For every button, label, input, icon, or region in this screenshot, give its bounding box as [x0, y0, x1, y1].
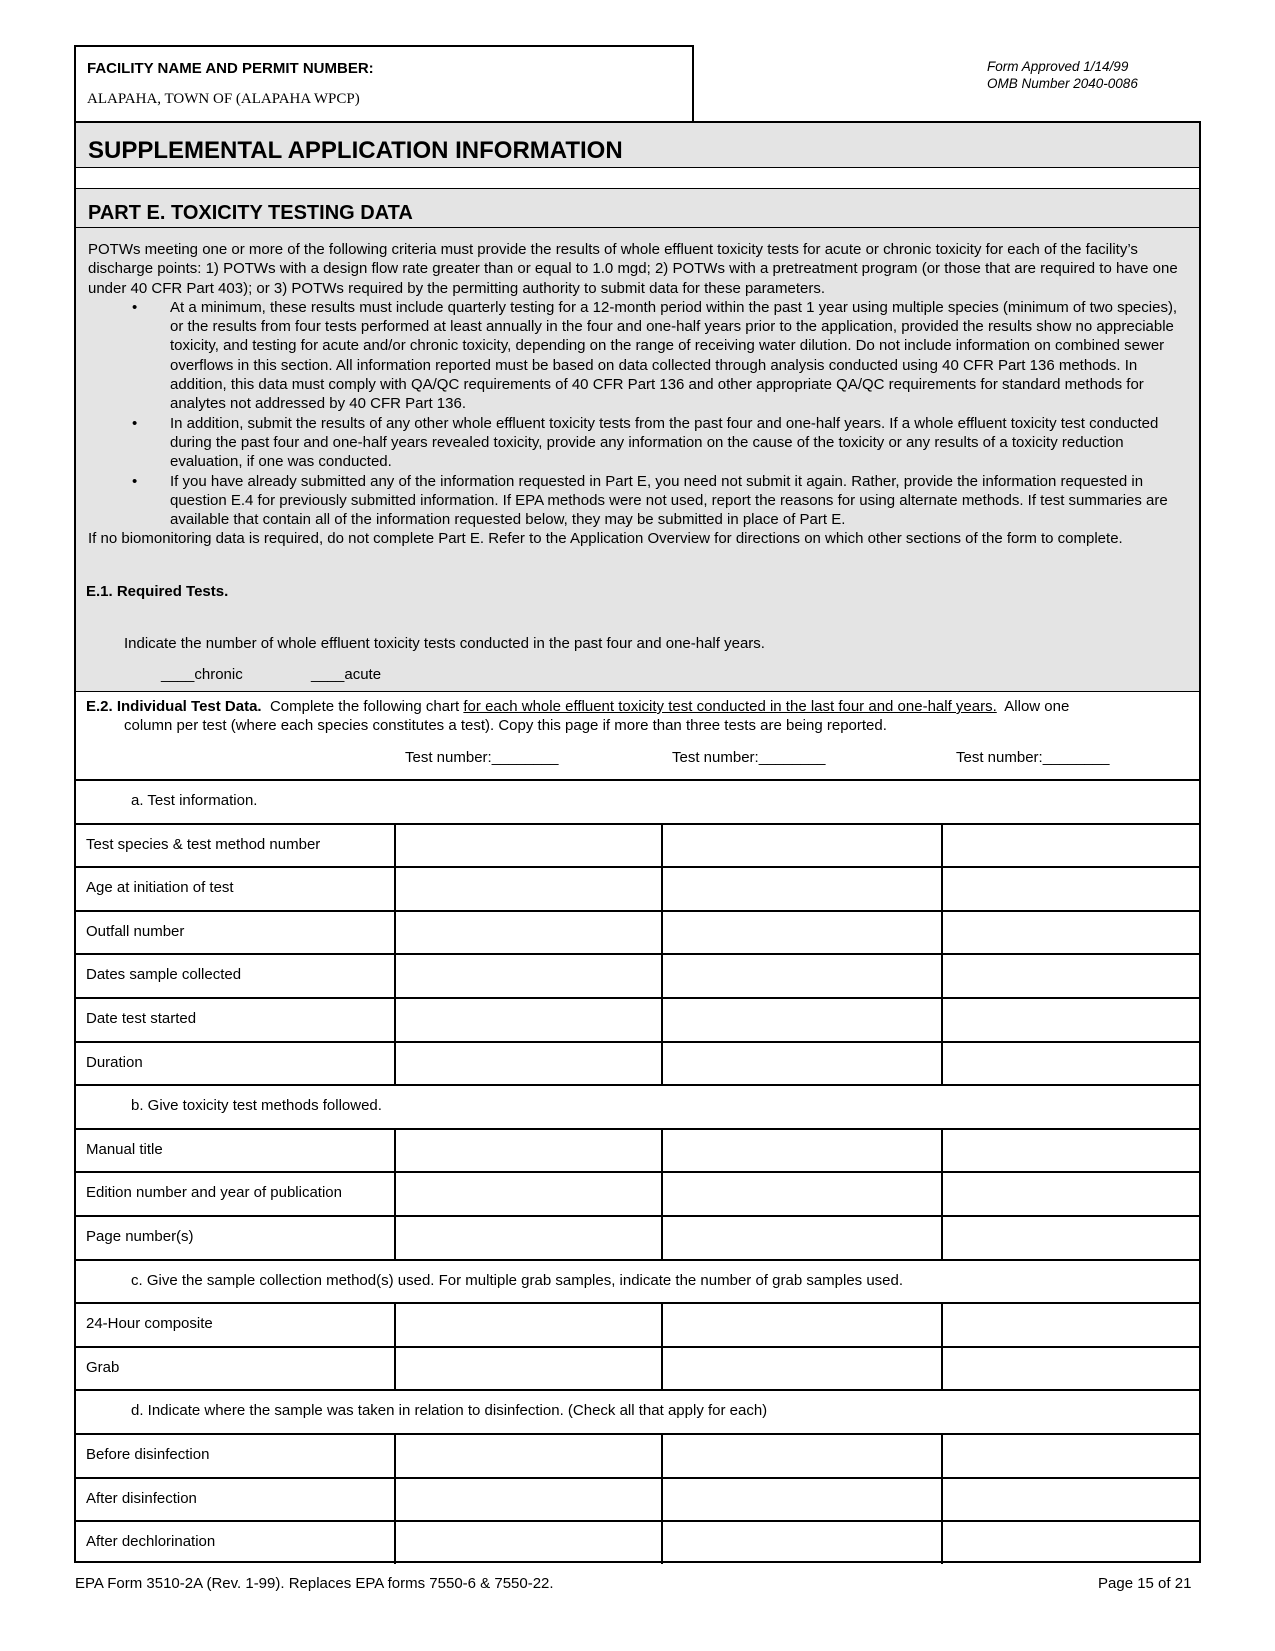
e2-text-before: Complete the following chart [261, 698, 464, 715]
footer-form-id: EPA Form 3510-2A (Rev. 1-99). Replaces EPA forms 7550-6 & 7550-22. [75, 1575, 554, 1592]
intro-paragraph: POTWs meeting one or more of the following criteria must provide the results of whole effluent toxicity tests for acute or chronic toxicity for each of the facility’s discharge points: 1) POTWs with a design flow rate greater than or equal to 1.0 mgd; 2) POTWs with a pretreatment program (or those that are required to have one under 40 CFR Part 403); or 3) POTWs required by the permitting authority to submit data for these parameters. [88, 241, 1178, 297]
test-2-entry-cell[interactable] [663, 999, 939, 1039]
chronic-count-field[interactable]: ____chronic [161, 666, 243, 683]
test-1-entry-cell[interactable] [396, 1043, 659, 1083]
page-number: Page 15 of 21 [1098, 1575, 1192, 1592]
test-2-entry-cell[interactable] [663, 955, 939, 995]
bullet-text: If you have already submitted any of the information requested in Part E, you need not submit it again. Rather, provide the information requested in question E.4 for previously submitted information. If EPA methods were not used, report the reasons for using alternate methods. If test summaries are available that contain all of the information requested below, they may be submitted in place of Part E. [170, 472, 1168, 529]
test-2-entry-cell[interactable] [663, 1304, 939, 1344]
test-2-entry-cell[interactable] [663, 1173, 939, 1213]
test-3-entry-cell[interactable] [943, 912, 1199, 952]
e2-line1 [86, 698, 1069, 715]
bullet-text: In addition, submit the results of any other whole effluent toxicity tests from the past four and one-half years. If a whole effluent toxicity test conducted during the past four and one-half years revealed toxicity, provide any information on the cause of the toxicity or any results of a toxicity reduction evaluation, if one was conducted. [170, 414, 1159, 471]
bullet-icon: • [132, 414, 138, 432]
facility-label: FACILITY NAME AND PERMIT NUMBER: [87, 60, 374, 77]
test-1-entry-cell[interactable] [396, 999, 659, 1039]
table-row-divider [74, 1259, 1201, 1261]
test-number-1-field[interactable]: Test number:________ [405, 749, 559, 766]
table-row-label: Date test started [86, 1010, 197, 1027]
section-a-heading: a. Test information. [131, 792, 258, 809]
page-title: SUPPLEMENTAL APPLICATION INFORMATION [88, 137, 623, 164]
table-row-label: Age at initiation of test [86, 879, 234, 897]
test-3-entry-cell[interactable] [943, 1348, 1199, 1388]
test-number-3-field[interactable]: Test number:________ [956, 749, 1110, 766]
part-title: PART E. TOXICITY TESTING DATA [88, 202, 413, 224]
test-2-entry-cell[interactable] [663, 1522, 939, 1562]
test-3-entry-cell[interactable] [943, 1522, 1199, 1562]
table-row-label: After dechlorination [86, 1533, 216, 1551]
test-3-entry-cell[interactable] [943, 868, 1199, 908]
table-row-label: Dates sample collected [86, 966, 242, 984]
e1-heading: E.1. Required Tests. [86, 583, 229, 600]
test-2-entry-cell[interactable] [663, 1217, 939, 1257]
section-b-heading: b. Give toxicity test methods followed. [131, 1097, 382, 1115]
test-3-entry-cell[interactable] [943, 1479, 1199, 1519]
e1-instruction: Indicate the number of whole effluent toxicity tests conducted in the past four and one-half years. [124, 635, 765, 652]
table-row-label: Edition number and year of publication [86, 1184, 342, 1202]
test-1-entry-cell[interactable] [396, 825, 659, 865]
test-2-entry-cell[interactable] [663, 825, 939, 865]
facility-value: ALAPAHA, TOWN OF (ALAPAHA WPCP) [87, 91, 360, 107]
test-3-entry-cell[interactable] [943, 1043, 1199, 1083]
facility-box [74, 45, 694, 121]
test-3-entry-cell[interactable] [943, 999, 1199, 1039]
test-2-entry-cell[interactable] [663, 1348, 939, 1388]
table-row-label: 24-Hour composite [86, 1315, 213, 1333]
test-1-entry-cell[interactable] [396, 1348, 659, 1388]
table-row-label: Test species & test method number [86, 835, 321, 853]
form-approved-date: Form Approved 1/14/99 [987, 59, 1129, 74]
test-2-entry-cell[interactable] [663, 868, 939, 908]
test-2-entry-cell[interactable] [663, 1043, 939, 1083]
table-row-label: Outfall number [86, 922, 185, 940]
e2-text-after: Allow one [996, 698, 1070, 715]
intro-bullet-item [88, 414, 1188, 472]
table-row-label: Page number(s) [86, 1228, 194, 1245]
section-d-heading: d. Indicate where the sample was taken in relation to disinfection. (Check all that apply for each) [131, 1402, 768, 1420]
omb-number: OMB Number 2040-0086 [987, 76, 1138, 91]
test-3-entry-cell[interactable] [943, 1304, 1199, 1344]
test-1-entry-cell[interactable] [396, 1522, 659, 1562]
test-3-entry-cell[interactable] [943, 1130, 1199, 1170]
e2-heading: E.2. Individual Test Data. [86, 698, 262, 715]
test-1-entry-cell[interactable] [396, 1217, 659, 1257]
form-approval-info [987, 58, 1138, 92]
test-1-entry-cell[interactable] [396, 1130, 659, 1170]
test-2-entry-cell[interactable] [663, 912, 939, 952]
test-3-entry-cell[interactable] [943, 1435, 1199, 1475]
instructions-text [88, 240, 1188, 549]
table-row-label: Duration [86, 1053, 143, 1071]
test-2-entry-cell[interactable] [663, 1479, 939, 1519]
table-row-label: After disinfection [86, 1489, 197, 1507]
test-1-entry-cell[interactable] [396, 912, 659, 952]
intro-bullet-item [88, 472, 1188, 530]
test-3-entry-cell[interactable] [943, 1217, 1199, 1257]
bullet-text: At a minimum, these results must include quarterly testing for a 12-month period within the past 1 year using multiple species (minimum of two species), or the results from four tests performed at least annually in the four and one-half years prior to the application, provided the results show no appreciable toxicity, and testing for acute and/or chronic toxicity, depending on the range of receiving water dilution. Do not include information on combined sewer overflows in this section. All information reported must be based on data collected through analysis conducted using 40 CFR Part 136 methods. In addition, this data must comply with QA/QC requirements of 40 CFR Part 136 and other appropriate QA/QC requirements for standard methods for analytes not addressed by 40 CFR Part 136. [170, 298, 1178, 413]
test-3-entry-cell[interactable] [943, 955, 1199, 995]
test-2-entry-cell[interactable] [663, 1130, 939, 1170]
bullet-icon: • [132, 472, 138, 490]
section-c-heading: c. Give the sample collection method(s) used. For multiple grab samples, indicate the number of grab samples used. [131, 1271, 904, 1289]
e2-line2: column per test (where each species constitutes a test). Copy this page if more than three tests are being reported. [124, 717, 887, 734]
test-1-entry-cell[interactable] [396, 1479, 659, 1519]
test-1-entry-cell[interactable] [396, 1173, 659, 1213]
acute-count-field[interactable]: ____acute [311, 666, 382, 683]
test-number-2-field[interactable]: Test number:________ [672, 749, 826, 766]
table-row-label: Grab [86, 1358, 120, 1376]
intro-closing: If no biomonitoring data is required, do not complete Part E. Refer to the Application Overview for directions on which other sections of the form to complete. [88, 530, 1123, 548]
intro-bullet-item [88, 298, 1188, 414]
test-1-entry-cell[interactable] [396, 868, 659, 908]
test-1-entry-cell[interactable] [396, 1304, 659, 1344]
table-row-divider [74, 1389, 1201, 1391]
test-1-entry-cell[interactable] [396, 1435, 659, 1475]
table-row-label: Before disinfection [86, 1446, 210, 1463]
bullet-icon: • [132, 298, 138, 316]
table-row-label: Manual title [86, 1140, 163, 1158]
table-row-divider [74, 1084, 1201, 1086]
intro-bullets [88, 298, 1188, 530]
test-2-entry-cell[interactable] [663, 1435, 939, 1475]
test-3-entry-cell[interactable] [943, 825, 1199, 865]
test-3-entry-cell[interactable] [943, 1173, 1199, 1213]
table-row-divider [74, 779, 1201, 781]
e2-text-underlined: for each whole effluent toxicity test conducted in the last four and one-half years. [463, 698, 997, 715]
test-1-entry-cell[interactable] [396, 955, 659, 995]
